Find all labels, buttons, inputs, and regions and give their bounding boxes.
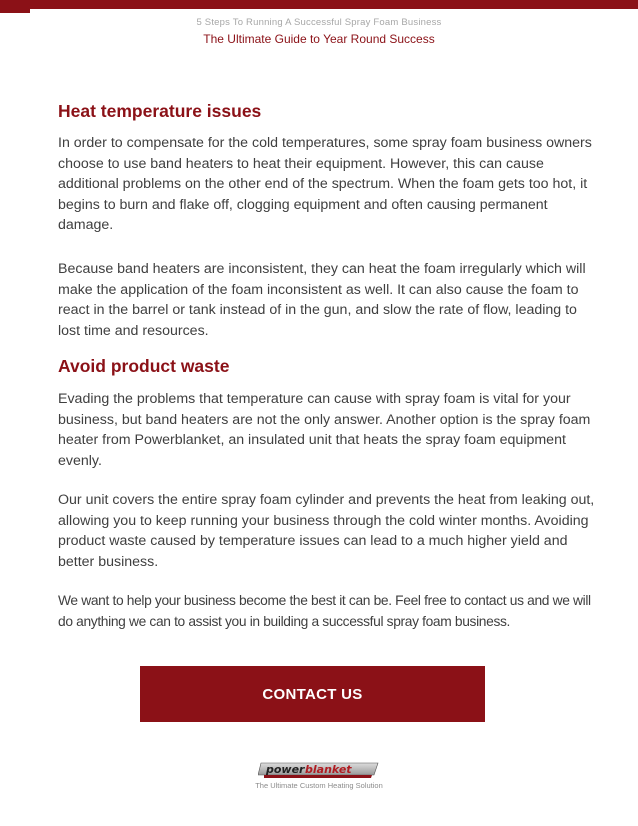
paragraph: Evading the problems that temperature can cause with spray foam is vital for your business, but band heaters are not the only answer. Another option is the spray foam heater from Powerblanket, an insulated unit that heats the spray foam equipment evenly. <box>58 391 591 469</box>
svg-text:blanket: blanket <box>305 763 352 776</box>
document-title: The Ultimate Guide to Year Round Success <box>203 32 435 46</box>
section-heading-avoid-waste: Avoid product waste <box>58 356 230 376</box>
paragraph: In order to compensate for the cold temperatures, some spray foam business owners choose to use band heaters to heat their equipment. However, this can cause additional problems on the other end of the spectrum. When the foam gets too hot, it begins to burn and flake off, clogging equipment and often causing permanent damage. <box>58 135 592 233</box>
paragraph: Our unit covers the entire spray foam cylinder and prevents the heat from leaking out, allowing you to keep running your business through the cold winter months. Avoiding product waste caused by temperature issues can lead to a much higher yield and better business. <box>58 492 595 570</box>
contact-us-button[interactable] <box>140 666 485 722</box>
powerblanket-logo <box>258 760 380 780</box>
top-accent-bar <box>0 0 638 9</box>
contact-us-label: CONTACT US <box>262 685 363 703</box>
footer-tagline: The Ultimate Custom Heating Solution <box>255 781 383 790</box>
paragraph: We want to help your business become the best it can be. Feel free to contact us and we will do anything we can to assist you in building a successful spray foam business. <box>58 593 591 629</box>
top-accent-notch <box>0 9 30 13</box>
paragraph: Because band heaters are inconsistent, they can heat the foam irregularly which will make the application of the foam inconsistent as well. It can also cause the foam to react in the barrel or tank instead of in the gun, and slow the rate of flow, leading to lost time and resources. <box>58 261 586 339</box>
svg-text:power: power <box>266 763 305 776</box>
section-heading-heat-temperature: Heat temperature issues <box>58 101 262 121</box>
document-subtitle: 5 Steps To Running A Successful Spray Foam Business <box>196 17 442 28</box>
